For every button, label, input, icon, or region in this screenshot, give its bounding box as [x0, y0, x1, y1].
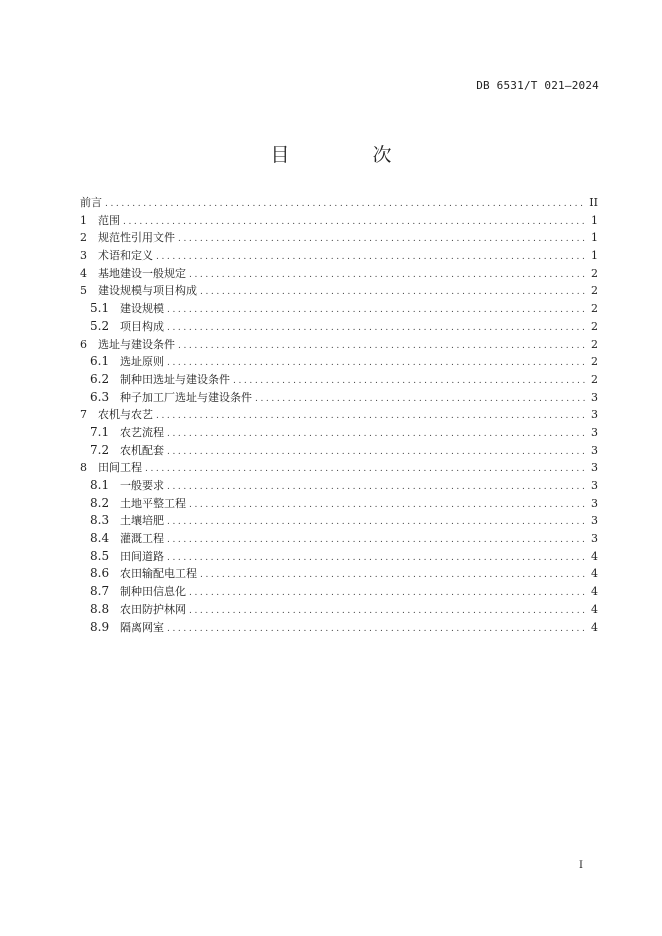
toc-entry[interactable] [80, 548, 598, 566]
toc-entry[interactable] [80, 424, 598, 442]
toc-entry-label: 项目构成 [120, 319, 164, 333]
toc-entry-number: 8.9 [90, 619, 110, 634]
toc-entry-label: 农机与农艺 [98, 408, 153, 422]
document-code: DB 6531/T 021—2024 [476, 79, 599, 92]
toc-entry-label: 规范性引用文件 [98, 231, 175, 245]
toc-entry-number: 8.1 [90, 478, 110, 492]
toc-entry-label: 范围 [98, 213, 120, 227]
toc-leader-dots [167, 426, 585, 444]
toc-entry-number: 8.8 [90, 601, 110, 616]
page-number: I [579, 860, 583, 871]
toc-entry-label: 术语和定义 [98, 249, 153, 263]
toc-entry[interactable] [80, 442, 598, 460]
toc-entry-label: 隔离网室 [120, 620, 164, 634]
toc-entry[interactable] [80, 300, 598, 318]
toc-leader-dots [123, 214, 585, 232]
toc-leader-dots [189, 267, 585, 285]
toc-entry-label: 田间工程 [98, 461, 142, 475]
toc-entry-label: 建设规模与项目构成 [98, 284, 197, 298]
toc-entry-label: 基地建设一般规定 [98, 266, 186, 280]
page-title: 目 次 [270, 144, 424, 166]
toc-entry[interactable] [80, 619, 598, 637]
toc-entry-label: 建设规模 [120, 302, 164, 316]
toc-entry[interactable] [80, 459, 598, 477]
toc-entry-label: 制种田信息化 [120, 585, 186, 599]
toc-entry-page: 2 [591, 266, 598, 280]
toc-entry-page: 4 [591, 620, 598, 634]
toc-entry-page: 3 [591, 443, 598, 457]
toc-entry-number: 6.1 [90, 354, 110, 369]
toc-leader-dots [167, 444, 585, 462]
toc-entry-label: 农田输配电工程 [120, 567, 197, 581]
toc-entry-page: 4 [591, 602, 598, 616]
toc-entry-number: 1 [80, 213, 87, 227]
toc-leader-dots [189, 603, 585, 621]
toc-entry-label: 种子加工厂选址与建设条件 [120, 390, 252, 404]
toc-leader-dots [233, 373, 585, 391]
toc-entry[interactable] [80, 477, 598, 495]
toc-leader-dots [156, 408, 585, 426]
toc-entry-number: 8.4 [90, 531, 110, 546]
toc-entry-number: 7 [80, 408, 87, 422]
toc-entry-page: 3 [591, 390, 598, 404]
toc-entry[interactable] [80, 530, 598, 548]
toc-entry[interactable] [80, 512, 598, 530]
toc-leader-dots [167, 514, 585, 532]
toc-entry[interactable] [80, 247, 598, 265]
toc-entry-label: 前言 [80, 196, 102, 209]
toc-leader-dots [167, 302, 585, 320]
toc-entry-page: 2 [591, 337, 598, 351]
toc-entry-page: 3 [591, 479, 598, 492]
toc-entry-label: 灌溉工程 [120, 532, 164, 546]
toc-entry-number: 5.1 [90, 301, 110, 316]
toc-leader-dots [189, 585, 585, 603]
toc-leader-dots [200, 567, 585, 585]
toc-entry-page: 1 [591, 231, 598, 245]
toc-entry[interactable] [80, 371, 598, 389]
toc-entry[interactable] [80, 336, 598, 354]
toc-leader-dots [156, 249, 585, 267]
toc-entry[interactable] [80, 194, 598, 212]
toc-entry-number: 8.3 [90, 513, 110, 528]
toc-entry-label: 选址与建设条件 [98, 337, 175, 351]
toc-leader-dots [178, 231, 585, 249]
toc-entry[interactable] [80, 406, 598, 424]
toc-entry-page: II [589, 196, 598, 209]
toc-leader-dots [167, 621, 585, 639]
toc-entry[interactable] [80, 353, 598, 371]
toc-entry-number: 6.3 [90, 389, 110, 404]
toc-entry-page: 3 [591, 496, 598, 510]
toc-entry[interactable] [80, 495, 598, 513]
toc-entry-number: 5.2 [90, 318, 110, 333]
toc-entry-number: 5 [80, 284, 87, 298]
toc-entry[interactable] [80, 601, 598, 619]
toc-entry-number: 3 [80, 249, 87, 263]
toc-entry-number: 4 [80, 266, 87, 280]
toc-entry-page: 2 [591, 284, 598, 298]
toc-entry-page: 3 [591, 425, 598, 439]
toc-entry-page: 1 [591, 213, 598, 227]
toc-leader-dots [105, 196, 585, 214]
toc-entry[interactable] [80, 265, 598, 283]
toc-entry-number: 8.6 [90, 566, 110, 581]
toc-entry-page: 3 [591, 408, 598, 422]
toc-entry-number: 8.2 [90, 495, 110, 510]
toc-entry-number: 7.2 [90, 442, 110, 457]
toc-entry-page: 2 [591, 319, 598, 333]
toc-entry[interactable] [80, 565, 598, 583]
toc-entry-number: 8.7 [90, 584, 110, 599]
toc-entry-page: 1 [591, 249, 598, 263]
toc-entry-page: 2 [591, 355, 598, 369]
toc-entry-label: 农机配套 [120, 443, 164, 457]
toc-leader-dots [167, 532, 585, 550]
toc-leader-dots [145, 461, 585, 479]
toc-leader-dots [178, 338, 585, 356]
toc-entry[interactable] [80, 282, 598, 300]
toc-entry-page: 3 [591, 461, 598, 475]
toc-leader-dots [167, 550, 585, 568]
toc-entry-number: 2 [80, 231, 87, 245]
toc-leader-dots [189, 497, 585, 515]
toc-leader-dots [167, 479, 585, 497]
toc-leader-dots [200, 284, 585, 302]
toc-entry-label: 一般要求 [120, 479, 164, 492]
toc-entry-label: 农艺流程 [120, 425, 164, 439]
toc-entry-label: 农田防护林网 [120, 602, 186, 616]
toc-entry-label: 土地平整工程 [120, 496, 186, 510]
toc-entry-number: 7.1 [90, 424, 110, 439]
toc-entry-label: 制种田选址与建设条件 [120, 372, 230, 386]
toc-entry-page: 4 [591, 549, 598, 563]
toc-entry-page: 3 [591, 514, 598, 528]
table-of-contents [80, 194, 598, 636]
toc-entry-page: 2 [591, 372, 598, 386]
toc-entry-label: 选址原则 [120, 355, 164, 369]
toc-leader-dots [167, 320, 585, 338]
toc-entry-number: 6 [80, 337, 87, 351]
toc-entry-label: 土壤培肥 [120, 514, 164, 528]
toc-entry-label: 田间道路 [120, 549, 164, 563]
toc-entry-number: 8.5 [90, 548, 110, 563]
toc-entry[interactable] [80, 229, 598, 247]
toc-entry-number: 8 [80, 461, 87, 475]
toc-entry-page: 3 [591, 532, 598, 546]
toc-leader-dots [255, 391, 585, 409]
toc-entry[interactable] [80, 318, 598, 336]
toc-entry-page: 4 [591, 585, 598, 599]
toc-entry-page: 4 [591, 567, 598, 581]
toc-entry[interactable] [80, 389, 598, 407]
toc-entry[interactable] [80, 212, 598, 230]
toc-entry-number: 6.2 [90, 371, 110, 386]
toc-entry-page: 2 [591, 302, 598, 316]
toc-entry[interactable] [80, 583, 598, 601]
